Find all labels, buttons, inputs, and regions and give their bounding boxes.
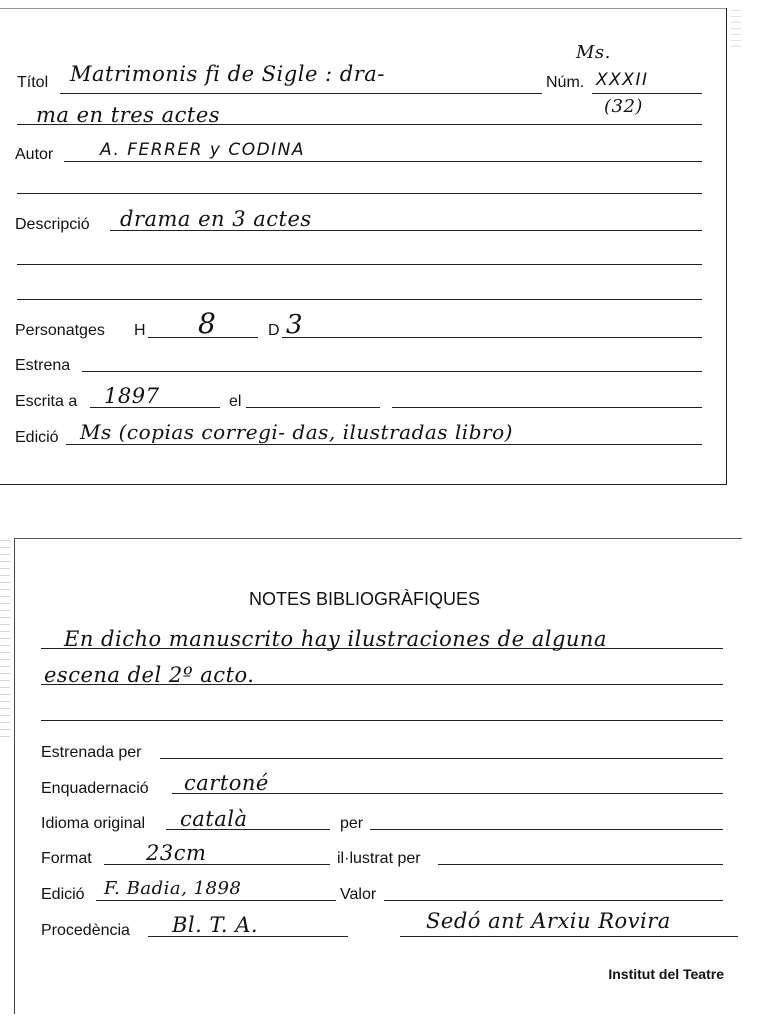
enquadernacio-value: cartoné bbox=[184, 771, 269, 795]
edicio-line bbox=[66, 444, 702, 445]
autor-label: Autor bbox=[15, 146, 54, 163]
h-value: 8 bbox=[198, 307, 217, 340]
descripcio-value: drama en 3 actes bbox=[120, 207, 312, 231]
titol-value-2: ma en tres actes bbox=[36, 103, 221, 127]
procedencia-extra: Sedó ant Arxiu Rovira bbox=[426, 909, 671, 933]
procedencia-label: Procedència bbox=[41, 922, 130, 939]
personatges-label: Personatges bbox=[15, 322, 105, 339]
illustrat-line bbox=[438, 864, 723, 865]
format-value: 23cm bbox=[146, 841, 207, 865]
el-line bbox=[246, 407, 380, 408]
institution-footer: Institut del Teatre bbox=[608, 966, 724, 982]
notes-value-2: escena del 2º acto. bbox=[44, 663, 255, 687]
descripcio-line-3 bbox=[17, 299, 702, 300]
scan-specks bbox=[731, 10, 741, 50]
enquadernacio-label: Enquadernació bbox=[41, 780, 149, 797]
idioma-value: català bbox=[180, 807, 248, 831]
d-label: D bbox=[268, 322, 280, 339]
edicio-value: Ms (copias corregi- das, ilustradas libro) bbox=[80, 420, 513, 444]
edicio-label: Edició bbox=[15, 429, 59, 446]
illustrat-label: il·lustrat per bbox=[337, 850, 421, 867]
titol-line bbox=[60, 93, 542, 94]
edicio2-value: F. Badia, 1898 bbox=[104, 878, 242, 899]
notes-value-1: En dicho manuscrito hay ilustraciones de alguna bbox=[64, 627, 607, 651]
escrita-value: 1897 bbox=[104, 384, 160, 408]
format-label: Format bbox=[41, 850, 92, 867]
el-label: el bbox=[229, 393, 242, 410]
per-line bbox=[370, 829, 723, 830]
estrenada-line bbox=[160, 758, 723, 759]
valor-label: Valor bbox=[340, 886, 377, 903]
format-line bbox=[104, 864, 330, 865]
edicio2-label: Edició bbox=[41, 886, 85, 903]
procedencia-value: Bl. T. A. bbox=[172, 913, 259, 937]
h-label: H bbox=[134, 322, 146, 339]
titol-label: Títol bbox=[17, 74, 49, 91]
autor-line-2 bbox=[17, 193, 702, 194]
d-line bbox=[282, 337, 702, 338]
titol-value-1: Matrimonis fi de Sigle : dra- bbox=[70, 62, 385, 86]
scan-specks-left bbox=[0, 540, 10, 740]
notes-line-3 bbox=[41, 720, 723, 721]
descripcio-label: Descripció bbox=[15, 216, 90, 233]
num-sub: (32) bbox=[604, 96, 643, 117]
autor-line bbox=[64, 161, 702, 162]
escrita-label: Escrita a bbox=[15, 393, 78, 410]
card-top-edge bbox=[0, 8, 726, 9]
num-value: XXXII bbox=[596, 70, 649, 90]
num-line bbox=[592, 93, 702, 94]
ms-note: Ms. bbox=[576, 42, 611, 63]
estrena-label: Estrena bbox=[15, 357, 71, 374]
idioma-label: Idioma original bbox=[41, 815, 146, 832]
estrena-line bbox=[82, 371, 702, 372]
num-label: Núm. bbox=[546, 74, 585, 91]
autor-value: A. FERRER y CODINA bbox=[100, 140, 306, 160]
estrenada-label: Estrenada per bbox=[41, 744, 142, 761]
notes-title: NOTES BIBLIOGRÀFIQUES bbox=[249, 589, 481, 609]
per-label: per bbox=[340, 815, 364, 832]
d-value: 3 bbox=[286, 310, 304, 340]
edicio2-line bbox=[96, 900, 336, 901]
el-line-2 bbox=[392, 407, 702, 408]
valor-line bbox=[384, 900, 723, 901]
procedencia-line-2 bbox=[400, 936, 738, 937]
descripcio-line-2 bbox=[17, 264, 702, 265]
